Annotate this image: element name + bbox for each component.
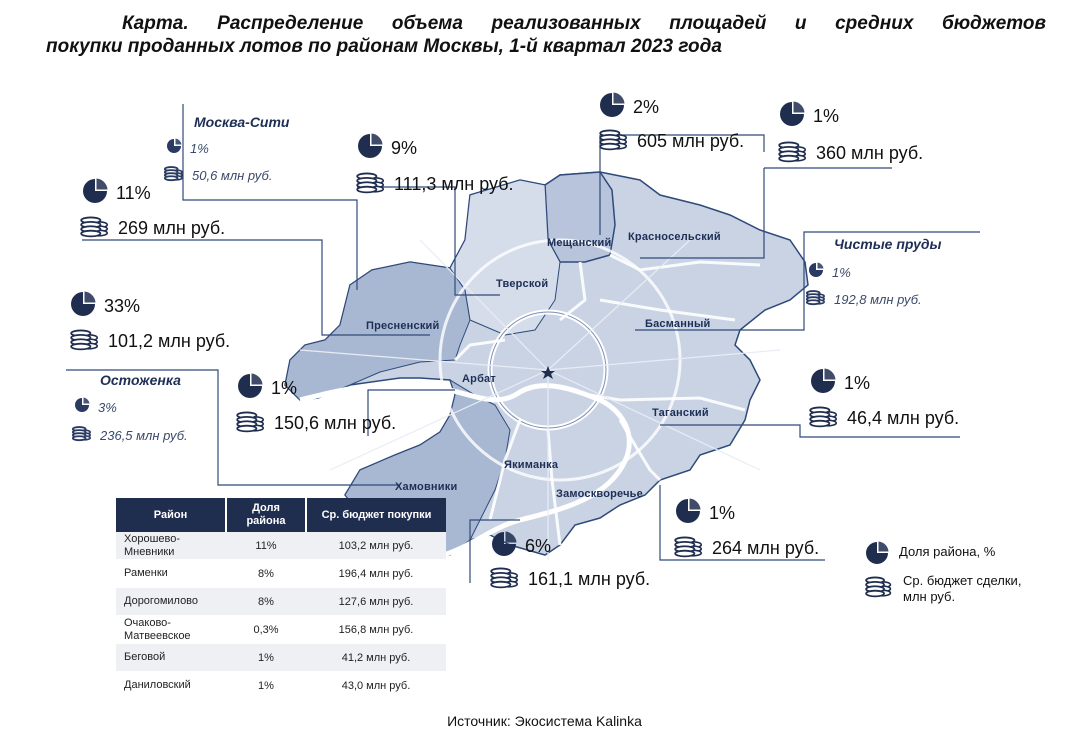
callout-budget-tagansky: 46,4 млн руб. — [809, 403, 959, 434]
coin-stack-icon — [164, 164, 184, 187]
table-header-district: Район — [116, 498, 226, 532]
table-cell-share: 11% — [226, 532, 306, 560]
table-cell-budget: 127,6 млн руб. — [306, 588, 446, 616]
coin-stack-icon — [865, 573, 893, 604]
table-cell-district: Хорошево-Мневники — [116, 532, 226, 560]
callout-budget-tverskoy: 111,3 млн руб. — [356, 169, 514, 200]
callout-share-moskva-city: 1% — [166, 138, 209, 159]
callout-share-khamovniki: 11% — [82, 178, 151, 209]
table-header-share: Доля района — [226, 498, 306, 532]
table-cell-district: Даниловский — [116, 672, 226, 700]
pie-chart-icon — [808, 262, 824, 283]
pie-chart-icon — [237, 373, 263, 404]
district-label-arbat: Арбат — [462, 373, 496, 385]
pie-chart-icon — [357, 133, 383, 164]
coin-stack-icon — [70, 326, 100, 357]
callout-budget-ostozhenka: 236,5 млн руб. — [72, 424, 188, 447]
callout-share-arbat: 1% — [237, 373, 297, 404]
callout-budget-presnensky: 101,2 млн руб. — [70, 326, 230, 357]
callout-share-chistye-prudy: 1% — [808, 262, 851, 283]
callout-budget-zamoskvorechye: 264 млн руб. — [674, 533, 819, 564]
coin-stack-icon — [72, 424, 92, 447]
table-cell-district: Дорогомилово — [116, 588, 226, 616]
title-line-2: покупки проданных лотов по районам Москвы, 1-й квартал 2023 года — [46, 36, 722, 57]
callout-budget-chistye-prudy: 192,8 млн руб. — [806, 288, 922, 311]
district-label-khamovniki: Хамовники — [395, 481, 458, 493]
table-header-budget: Ср. бюджет покупки — [306, 498, 446, 532]
table-row — [116, 560, 446, 588]
pie-chart-icon — [74, 397, 90, 418]
callout-share-tverskoy: 9% — [357, 133, 417, 164]
district-label-meshchansky: Мещанский — [547, 237, 612, 249]
table-cell-district: Беговой — [116, 644, 226, 672]
coin-stack-icon — [674, 533, 704, 564]
table-row — [116, 532, 446, 560]
district-label-presnensky: Пресненский — [366, 320, 440, 332]
callout-budget-krasnoselsky: 360 млн руб. — [778, 138, 923, 169]
legend-share: Доля района, % — [865, 541, 995, 570]
pie-chart-icon — [166, 138, 182, 159]
coin-stack-icon — [809, 403, 839, 434]
table-cell-budget: 156,8 млн руб. — [306, 616, 446, 644]
pie-chart-icon — [599, 92, 625, 123]
callout-share-zamoskvorechye: 1% — [675, 498, 735, 529]
legend-budget-line-2: млн руб. — [903, 589, 956, 604]
table-header-row — [116, 498, 446, 532]
coin-stack-icon — [80, 213, 110, 244]
table-cell-budget: 103,2 млн руб. — [306, 532, 446, 560]
district-label-basmanny: Басманный — [645, 318, 711, 330]
callout-budget-meshchansky: 605 млн руб. — [599, 126, 744, 157]
table-cell-district: Раменки — [116, 560, 226, 588]
district-label-tagansky: Таганский — [652, 407, 709, 419]
callout-budget-yakimanka: 161,1 млн руб. — [490, 564, 650, 595]
table-row — [116, 616, 446, 644]
table-cell-budget: 41,2 млн руб. — [306, 644, 446, 672]
pie-chart-icon — [810, 368, 836, 399]
district-label-krasnoselsky: Красносельский — [628, 231, 721, 243]
coin-stack-icon — [356, 169, 386, 200]
table-cell-share: 1% — [226, 644, 306, 672]
legend-budget — [865, 573, 1021, 605]
group-title-chistye-prudy: Чистые пруды — [834, 236, 942, 252]
group-title-moskva-city: Москва-Сити — [194, 114, 290, 130]
table-row — [116, 588, 446, 616]
callout-share-presnensky: 33% — [70, 291, 140, 322]
callout-share-meshchansky: 2% — [599, 92, 659, 123]
table-cell-share: 1% — [226, 672, 306, 700]
callout-share-tagansky: 1% — [810, 368, 870, 399]
coin-stack-icon — [778, 138, 808, 169]
pie-chart-icon — [675, 498, 701, 529]
table-cell-share: 8% — [226, 588, 306, 616]
callout-budget-arbat: 150,6 млн руб. — [236, 408, 396, 439]
title-line-1: Карта. Распределение объема реализованных площадей и средних бюджетов — [122, 13, 1046, 34]
pie-chart-icon — [779, 101, 805, 132]
callout-share-ostozhenka: 3% — [74, 397, 117, 418]
district-label-yakimanka: Якиманка — [504, 459, 559, 471]
district-label-zamoskvorechye: Замоскворечье — [556, 488, 643, 500]
coin-stack-icon — [490, 564, 520, 595]
table-cell-share: 0,3% — [226, 616, 306, 644]
legend-budget-line-1: Ср. бюджет сделки, — [903, 573, 1022, 588]
table-cell-budget: 196,4 млн руб. — [306, 560, 446, 588]
table-row — [116, 644, 446, 672]
coin-stack-icon — [236, 408, 266, 439]
pie-chart-icon — [491, 531, 517, 562]
pie-chart-icon — [70, 291, 96, 322]
table-cell-share: 8% — [226, 560, 306, 588]
callout-share-yakimanka: 6% — [491, 531, 551, 562]
table-row — [116, 672, 446, 700]
callout-budget-moskva-city: 50,6 млн руб. — [164, 164, 272, 187]
callout-budget-khamovniki: 269 млн руб. — [80, 213, 225, 244]
group-title-ostozhenka: Остоженка — [100, 372, 181, 388]
table-cell-budget: 43,0 млн руб. — [306, 672, 446, 700]
coin-stack-icon — [599, 126, 629, 157]
table-cell-district: Очаково-Матвеевское — [116, 616, 226, 644]
district-label-tverskoy: Тверской — [496, 278, 549, 290]
pie-chart-icon — [865, 541, 889, 570]
coin-stack-icon — [806, 288, 826, 311]
source-note: Источник: Экосистема Kalinka — [447, 713, 642, 729]
callout-share-krasnoselsky: 1% — [779, 101, 839, 132]
pie-chart-icon — [82, 178, 108, 209]
district-table — [116, 498, 446, 700]
